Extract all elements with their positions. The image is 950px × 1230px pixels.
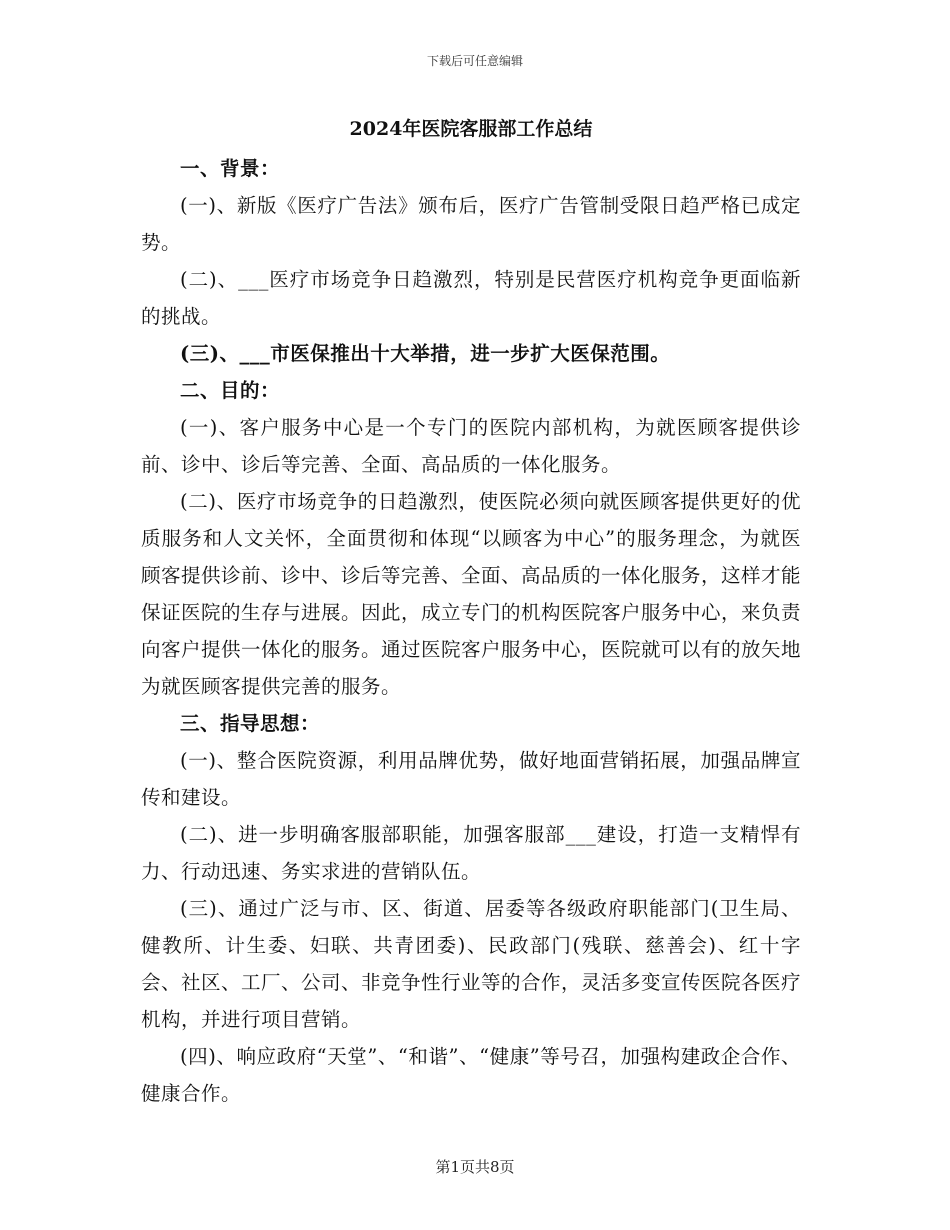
paragraph: (二)、进一步明确客服部职能，加强客服部___建设，打造一支精悍有力、行动迅速、务实求进的营销队伍。 [141, 823, 801, 883]
paragraph: (三)、通过广泛与市、区、街道、居委等各级政府职能部门(卫生局、健教所、计生委、妇联、共青团委)、民政部门(残联、慈善会)、红十字会、社区、工厂、公司、非竞争性行业等的合作，灵活多变宣传医院各医疗机构，并进行项目营销。 [141, 897, 802, 1031]
section-heading-purpose: 二、目的： [180, 379, 281, 402]
document-body [141, 112, 801, 1112]
document-title: 2024年医院客服部工作总结 [349, 118, 593, 140]
paragraph-bold: (三)、___市医保推出十大举措，进一步扩大医保范围。 [180, 342, 671, 365]
paragraph: (四)、响应政府“天堂”、“和谐”、“健康”等号召，加强构建政企合作、健康合作。 [141, 1045, 801, 1105]
paragraph: (一)、新版《医疗广告法》颁布后，医疗广告管制受限日趋严格已成定势。 [141, 194, 801, 254]
page-header-note: 下载后可任意编辑 [426, 54, 523, 68]
page-number: 第1页共8页 [435, 1158, 515, 1176]
paragraph: (二)、___医疗市场竞争日趋激烈，特别是民营医疗机构竞争更面临新的挑战。 [141, 268, 801, 328]
paragraph: (一)、客户服务中心是一个专门的医院内部机构，为就医顾客提供诊前、诊中、诊后等完善、全面、高品质的一体化服务。 [141, 416, 801, 476]
paragraph: (一)、整合医院资源，利用品牌优势，做好地面营销拓展，加强品牌宣传和建设。 [141, 749, 801, 809]
section-heading-guiding-ideology: 三、指导思想： [180, 712, 321, 735]
paragraph: (二)、医疗市场竞争的日趋激烈，使医院必须向就医顾客提供更好的优质服务和人文关怀，全面贯彻和体现“以顾客为中心”的服务理念，为就医顾客提供诊前、诊中、诊后等完善、全面、高品质的一体化服务，这样才能保证医院的生存与进展。因此，成立专门的机构医院客户服务中心，来负责向客户提供一体化的服务。通过医院客户服务中心，医院就可以有的放矢地为就医顾客提供完善的服务。 [141, 490, 802, 698]
section-heading-background: 一、背景： [180, 157, 281, 180]
